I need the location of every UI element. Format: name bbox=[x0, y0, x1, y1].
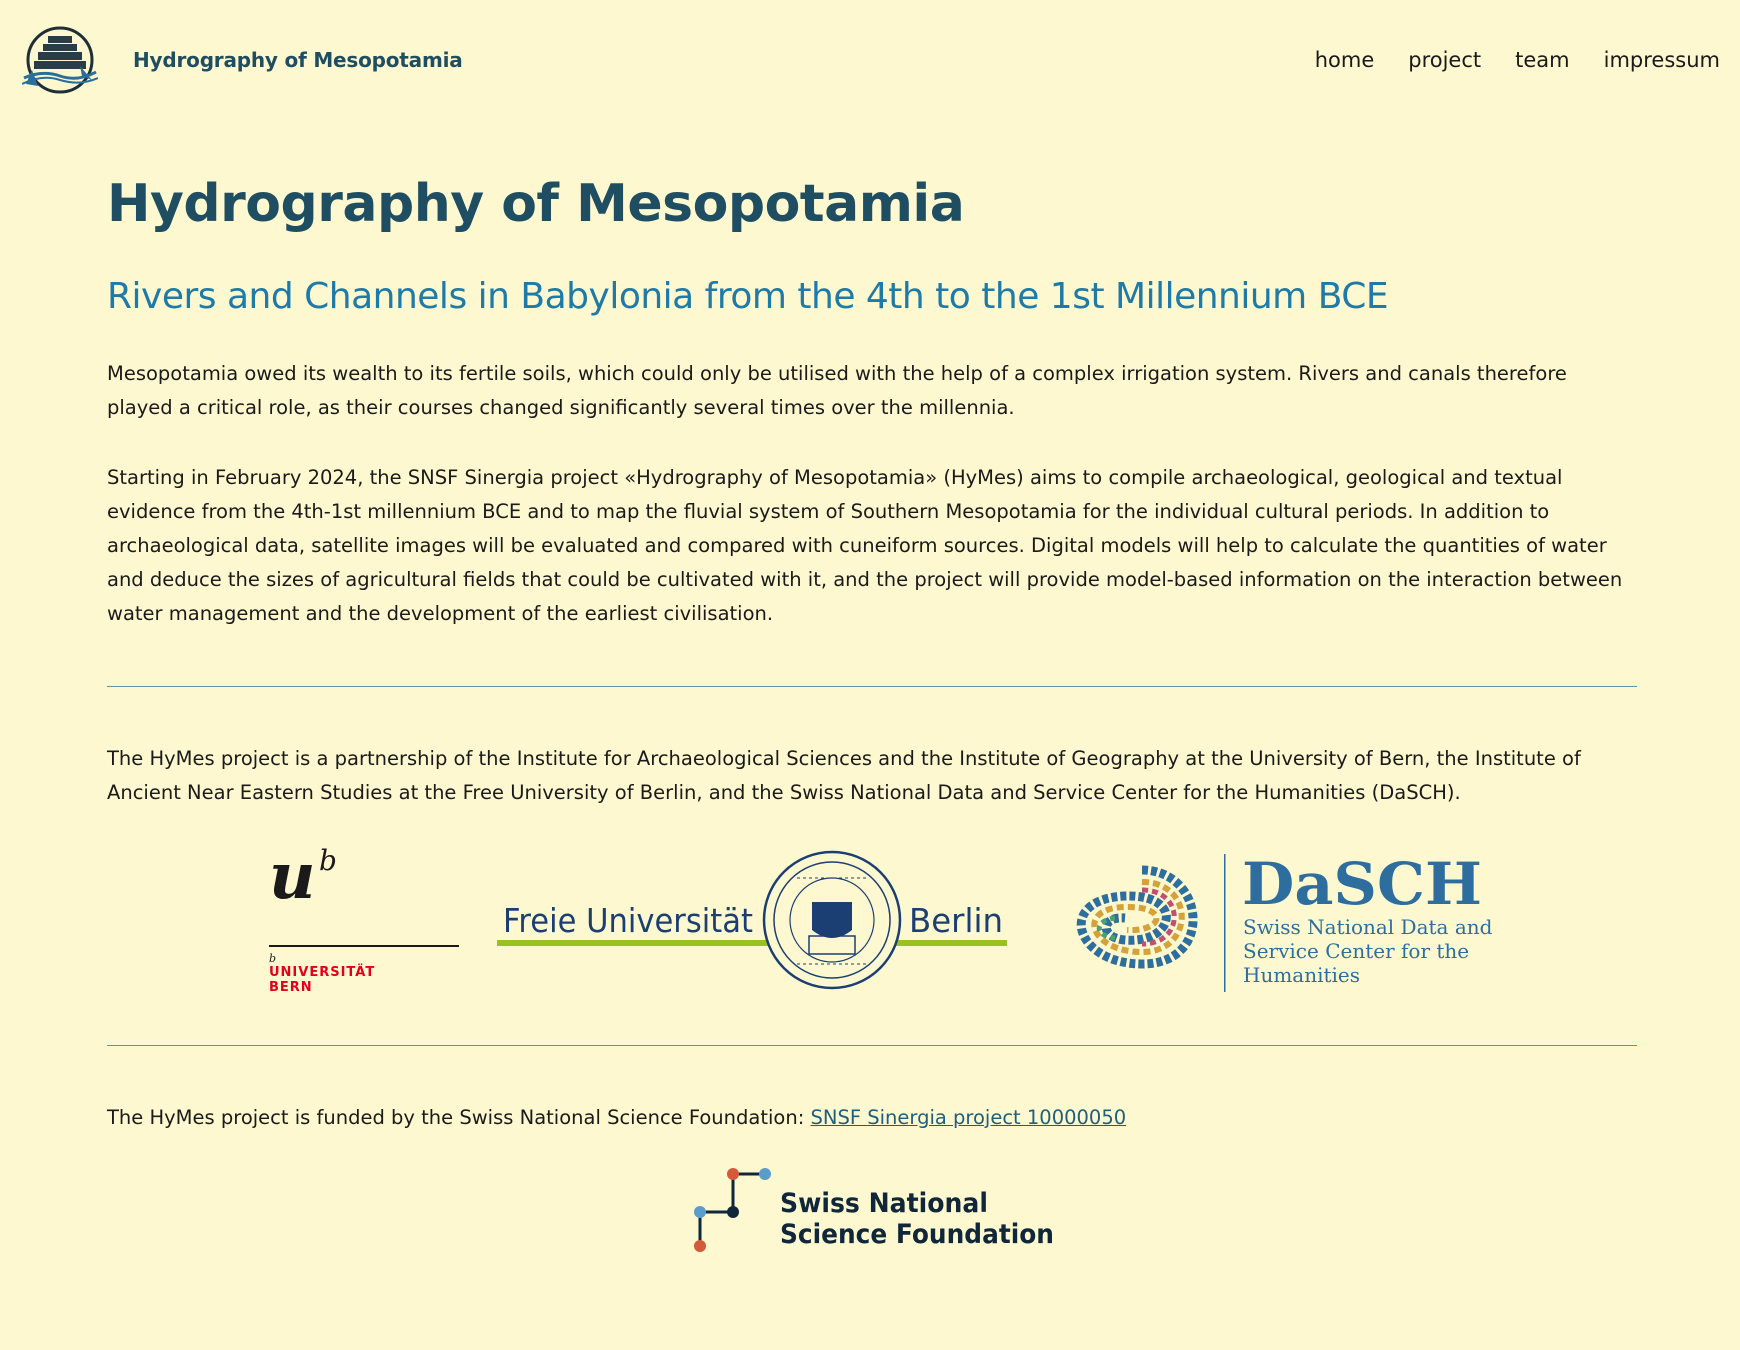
fu-left-text: Freie Universität bbox=[503, 901, 754, 940]
dasch-logo bbox=[1045, 844, 1495, 994]
nav-home[interactable]: home bbox=[1314, 48, 1375, 72]
intro-paragraph: Mesopotamia owed its wealth to its fertile soils, which could only be utilised with the help of a complex irrigation system. Rivers and canals therefore played a critical role, as their courses changed significantly several times over the millennia. bbox=[107, 362, 1567, 419]
page-title: Hydrography of Mesopotamia bbox=[107, 174, 965, 234]
dasch-line2: Service Center for the bbox=[1243, 939, 1470, 963]
site-title-link[interactable]: Hydrography of Mesopotamia bbox=[133, 48, 463, 72]
description-paragraph: Starting in February 2024, the SNSF Sinergia project «Hydrography of Mesopotamia» (HyMes) aims to compile archaeological, geological and textual evidence from the 4th-1st millennium BCE and to map the fluvial system of Southern Mesopotamia for the individual cultural periods. In addition to archaeological data, satellite images will be evaluated and compared with cuneiform sources. Digital models will help to calculate the quantities of water and deduce the sizes of agricultural fields that could be cultivated with it, and the project will provide model-based information on the interaction between water management and the development of the earliest civilisation. bbox=[107, 466, 1623, 625]
partnership-paragraph: The HyMes project is a partnership of the Institute for Archaeological Sciences and the Institute of Geography at the University of Bern, the Institute of Ancient Near Eastern Studies at the Free University of Berlin, and the Swiss National Data and Service Center for the Humanities (DaSCH). bbox=[107, 747, 1581, 804]
site-logo-icon[interactable] bbox=[22, 26, 98, 98]
top-bar bbox=[0, 0, 1740, 124]
snsf-line1: Swiss National bbox=[780, 1188, 988, 1219]
unibe-mark: u bbox=[269, 842, 316, 914]
dasch-line3: Humanities bbox=[1243, 963, 1361, 987]
university-bern-logo bbox=[264, 842, 464, 1002]
funding-paragraph bbox=[107, 1101, 1637, 1135]
snsf-line2: Science Foundation bbox=[780, 1219, 1054, 1250]
unibe-small: b bbox=[269, 952, 277, 965]
nav-project[interactable]: project bbox=[1408, 48, 1482, 72]
unibe-sup: b bbox=[319, 844, 337, 877]
nav-impressum[interactable]: impressum bbox=[1603, 48, 1720, 72]
nav-team[interactable]: team bbox=[1515, 48, 1570, 72]
main-nav bbox=[1315, 48, 1720, 72]
divider bbox=[107, 686, 1637, 687]
freie-universitaet-berlin-logo bbox=[497, 850, 1017, 990]
unibe-line1: UNIVERSITÄT bbox=[269, 965, 376, 980]
dasch-name: DaSCH bbox=[1242, 850, 1482, 918]
fu-right-text: Berlin bbox=[909, 901, 1003, 940]
snsf-logo bbox=[692, 1168, 1062, 1254]
unibe-line2: BERN bbox=[269, 980, 313, 995]
funding-text: The HyMes project is funded by the Swiss National Science Foundation: bbox=[107, 1106, 811, 1129]
dasch-line1: Swiss National Data and bbox=[1243, 915, 1493, 939]
page-subtitle: Rivers and Channels in Babylonia from the 4th to the 1st Millennium BCE bbox=[107, 276, 1389, 317]
divider bbox=[107, 1045, 1637, 1046]
snsf-project-link[interactable]: SNSF Sinergia project 10000050 bbox=[810, 1106, 1127, 1129]
